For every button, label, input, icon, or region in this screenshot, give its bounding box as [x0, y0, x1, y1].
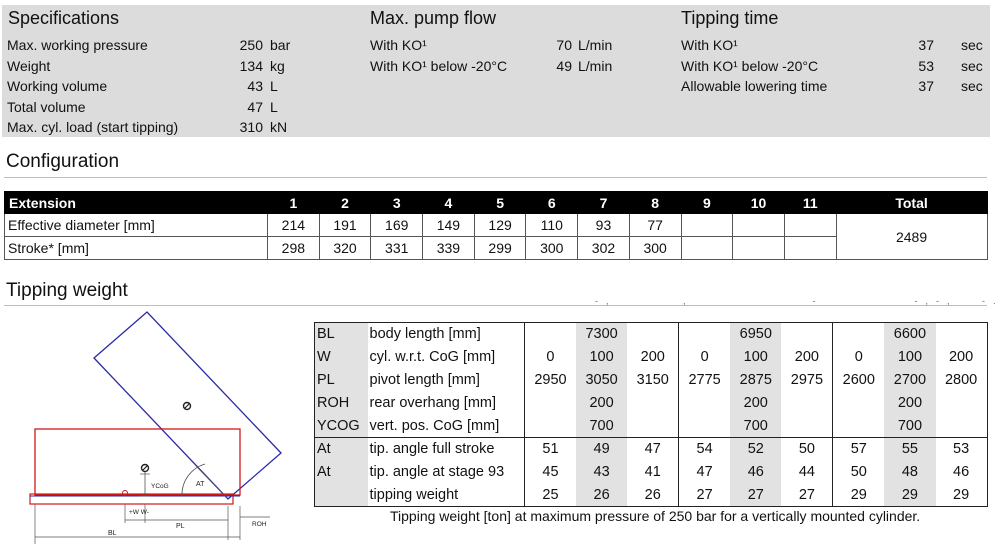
table-cell: 57: [833, 438, 884, 461]
table-cell: 52: [730, 438, 781, 461]
tipping_time-value: 37: [918, 37, 934, 53]
table-cell: 48: [884, 461, 935, 484]
table-cell: [525, 392, 576, 415]
table-cell: 3150: [627, 369, 678, 392]
column-header-stage: 8: [629, 192, 681, 214]
table-row: [5, 214, 988, 237]
table-cell: 339: [423, 237, 475, 260]
specifications-label: Working volume: [7, 78, 108, 94]
table-cell: [679, 415, 730, 438]
pump_flow-label: With KO¹ below -20°C: [370, 57, 508, 74]
table-cell: 2875: [730, 369, 781, 392]
table-cell: 2600: [842, 372, 875, 388]
table-row: [315, 484, 988, 507]
specifications-panel: [2, 5, 990, 137]
tipping-weight-caption: Tipping weight [ton] at maximum pressure of 250 bar for a vertically mounted cylinder.: [390, 508, 921, 524]
specifications-unit: kg: [270, 57, 285, 74]
tipping_time-label: With KO¹: [681, 37, 738, 53]
row-label: Effective diameter [mm]: [5, 214, 268, 237]
tipping_time-unit: sec: [961, 78, 983, 94]
table-cell: 46: [730, 461, 781, 484]
table-cell: [627, 415, 678, 438]
table-row: [315, 369, 988, 392]
table-cell: [679, 323, 730, 346]
table-cell: [784, 214, 836, 237]
table-cell: 77: [629, 214, 681, 237]
row-abbreviation: W: [315, 346, 368, 369]
table-cell: 700: [884, 415, 935, 438]
specifications-value: 134: [239, 57, 263, 74]
table-cell: 149: [423, 214, 475, 237]
row-label: Stroke* [mm]: [5, 237, 268, 260]
column-header-stage: 6: [526, 192, 578, 214]
row-abbreviation: BL: [315, 323, 368, 346]
column-header-stage: 7: [578, 192, 630, 214]
table-row: [315, 415, 988, 438]
table-cell: [525, 415, 576, 438]
table-row: [315, 346, 988, 369]
row-abbreviation: At: [315, 438, 368, 461]
row-abbreviation: PL: [315, 369, 368, 392]
table-row: [315, 438, 988, 461]
table-cell: 51: [525, 438, 576, 461]
tipping_time-row: [681, 56, 1000, 76]
specifications-unit: L: [270, 78, 278, 94]
row-abbreviation: YCOG: [315, 415, 368, 438]
tipping_time-value: 53: [918, 57, 934, 74]
total-cell: 2489: [836, 214, 987, 260]
table-cell: 299: [474, 237, 526, 260]
pump_flow-value: 49: [556, 57, 572, 74]
horizontal-body-outline: [35, 429, 240, 495]
specifications-unit: bar: [270, 37, 291, 53]
column-header-stage: 10: [733, 192, 785, 214]
ycog-label: YCoG: [151, 483, 169, 490]
table-cell: 100: [884, 346, 935, 369]
pl-label: PL: [176, 523, 185, 530]
clipped-text-fragment: - , , - - , - , - .: [595, 296, 997, 306]
tipping_time-unit: sec: [961, 57, 983, 74]
table-cell: 27: [679, 484, 730, 507]
pump-flow-heading: Max. pump flow: [370, 8, 497, 28]
table-cell: 200: [884, 392, 935, 415]
column-header-extension: Extension: [5, 192, 268, 214]
tipping_time-row: [681, 76, 1000, 96]
table-cell: 129: [474, 214, 526, 237]
pump_flow-unit: L/min: [578, 37, 613, 53]
tipping-time-heading: Tipping time: [681, 8, 779, 28]
column-header-stage: 9: [681, 192, 733, 214]
table-cell: 50: [781, 438, 832, 461]
table-cell: 700: [576, 415, 627, 438]
table-cell: 2975: [781, 369, 832, 392]
table-row: [315, 461, 988, 484]
table-cell: 6600: [884, 323, 935, 346]
divider: [4, 177, 987, 178]
table-cell: 2775: [688, 372, 721, 388]
tipping_time-label: With KO¹ below -20°C: [681, 57, 819, 74]
table-cell: 27: [730, 484, 781, 507]
bl-label: BL: [108, 530, 117, 537]
table-cell: 47: [696, 464, 713, 480]
table-cell: 53: [936, 438, 987, 461]
table-cell: [936, 415, 987, 438]
column-header-stage: 11: [784, 192, 836, 214]
table-cell: [833, 392, 884, 415]
table-cell: 214: [268, 214, 320, 237]
roh-label: ROH: [252, 521, 267, 528]
table-cell: [936, 323, 987, 346]
tipping-diagram: [0, 308, 300, 553]
table-cell: 29: [833, 484, 884, 507]
pump_flow-row: [370, 35, 638, 55]
tipping_time-row: [681, 35, 1000, 55]
table-cell: 46: [936, 461, 987, 484]
table-cell: 43: [576, 461, 627, 484]
column-header-total: Total: [836, 192, 987, 214]
specifications-value: 47: [247, 98, 263, 115]
specifications-heading: Specifications: [8, 8, 120, 28]
table-row: [315, 323, 988, 346]
row-description: tipping weight: [368, 484, 525, 507]
table-cell: 47: [627, 438, 678, 461]
w-label: +W W-: [129, 509, 149, 516]
tipping_time-unit: sec: [961, 37, 983, 53]
specifications-unit: L: [270, 98, 278, 115]
row-description: tip. angle full stroke: [368, 438, 525, 461]
specifications-value: 250: [239, 37, 263, 53]
tipping-weight-table: [314, 322, 988, 507]
table-cell: 700: [730, 415, 781, 438]
tipping_time-value: 37: [918, 78, 934, 94]
table-cell: 169: [371, 214, 423, 237]
column-header-stage: 2: [319, 192, 371, 214]
table-cell: 200: [936, 346, 987, 369]
row-description: tip. angle at stage 93: [368, 461, 525, 484]
table-cell: 300: [526, 237, 578, 260]
table-cell: [681, 237, 733, 260]
table-cell: [781, 323, 832, 346]
tipping_time-label: Allowable lowering time: [681, 78, 828, 94]
table-cell: 100: [730, 346, 781, 369]
table-cell: 26: [576, 484, 627, 507]
row-description: body length [mm]: [368, 323, 525, 346]
table-cell: 100: [576, 346, 627, 369]
table-cell: 2800: [936, 369, 987, 392]
table-cell: 191: [319, 214, 371, 237]
angle-arc: [182, 464, 205, 496]
table-cell: 41: [627, 461, 678, 484]
row-description: vert. pos. CoG [mm]: [368, 415, 525, 438]
table-cell: [681, 214, 733, 237]
specifications-value: 310: [239, 119, 263, 135]
table-cell: [781, 415, 832, 438]
table-cell: [627, 323, 678, 346]
table-cell: [627, 392, 678, 415]
pump_flow-unit: L/min: [578, 57, 613, 74]
specifications-row: [7, 76, 330, 96]
table-cell: [525, 323, 576, 346]
table-cell: 300: [629, 237, 681, 260]
row-abbreviation: [315, 484, 368, 507]
table-cell: [833, 415, 884, 438]
row-description: pivot length [mm]: [368, 369, 525, 392]
table-cell: 2950: [534, 372, 567, 388]
column-header-stage: 1: [268, 192, 320, 214]
pump_flow-row: [370, 56, 638, 76]
table-cell: 0: [546, 349, 555, 365]
specifications-label: Weight: [7, 57, 51, 74]
table-cell: 200: [576, 392, 627, 415]
row-description: cyl. w.r.t. CoG [mm]: [368, 346, 525, 369]
table-cell: 320: [319, 237, 371, 260]
table-cell: 25: [525, 484, 576, 507]
table-cell: 49: [576, 438, 627, 461]
specifications-label: Max. cyl. load (start tipping): [7, 119, 179, 135]
table-cell: 29: [936, 484, 987, 507]
table-cell: [781, 392, 832, 415]
table-cell: 93: [578, 214, 630, 237]
row-abbreviation: At: [315, 461, 368, 484]
table-cell: 200: [627, 346, 678, 369]
table-row: [315, 392, 988, 415]
table-cell: 200: [781, 346, 832, 369]
table-cell: 6950: [730, 323, 781, 346]
table-cell: 302: [578, 237, 630, 260]
table-cell: 0: [854, 349, 863, 365]
table-cell: 45: [542, 464, 559, 480]
table-cell: [679, 392, 730, 415]
table-cell: 298: [268, 237, 320, 260]
table-cell: [733, 214, 785, 237]
at-label: AT: [196, 481, 205, 488]
row-description: rear overhang [mm]: [368, 392, 525, 415]
table-cell: 0: [700, 349, 709, 365]
specifications-row: [7, 35, 330, 55]
specifications-value: 43: [247, 78, 263, 94]
column-header-stage: 5: [474, 192, 526, 214]
table-cell: [833, 323, 884, 346]
table-cell: 54: [679, 438, 730, 461]
column-header-stage: 3: [371, 192, 423, 214]
table-cell: 2700: [884, 369, 935, 392]
table-cell: 110: [526, 214, 578, 237]
table-cell: 26: [627, 484, 678, 507]
table-cell: 27: [781, 484, 832, 507]
table-cell: 3050: [576, 369, 627, 392]
specifications-row: [7, 117, 330, 137]
table-cell: 7300: [576, 323, 627, 346]
table-cell: [936, 392, 987, 415]
configuration-table: [4, 191, 988, 260]
specifications-row: [7, 56, 330, 76]
table-cell: 331: [371, 237, 423, 260]
table-cell: 200: [730, 392, 781, 415]
table-cell: [784, 237, 836, 260]
pump_flow-value: 70: [556, 37, 572, 53]
tipping-weight-heading: Tipping weight: [6, 280, 128, 301]
table-cell: 55: [884, 438, 935, 461]
table-cell: 50: [850, 464, 867, 480]
specifications-label: Max. working pressure: [7, 37, 148, 53]
table-cell: 44: [781, 461, 832, 484]
pump_flow-label: With KO¹: [370, 37, 427, 53]
specifications-row: [7, 97, 330, 117]
configuration-heading: Configuration: [6, 151, 120, 172]
specifications-unit: kN: [270, 119, 288, 135]
column-header-stage: 4: [423, 192, 475, 214]
specifications-label: Total volume: [7, 98, 86, 115]
row-abbreviation: ROH: [315, 392, 368, 415]
table-cell: [733, 237, 785, 260]
table-cell: 29: [884, 484, 935, 507]
